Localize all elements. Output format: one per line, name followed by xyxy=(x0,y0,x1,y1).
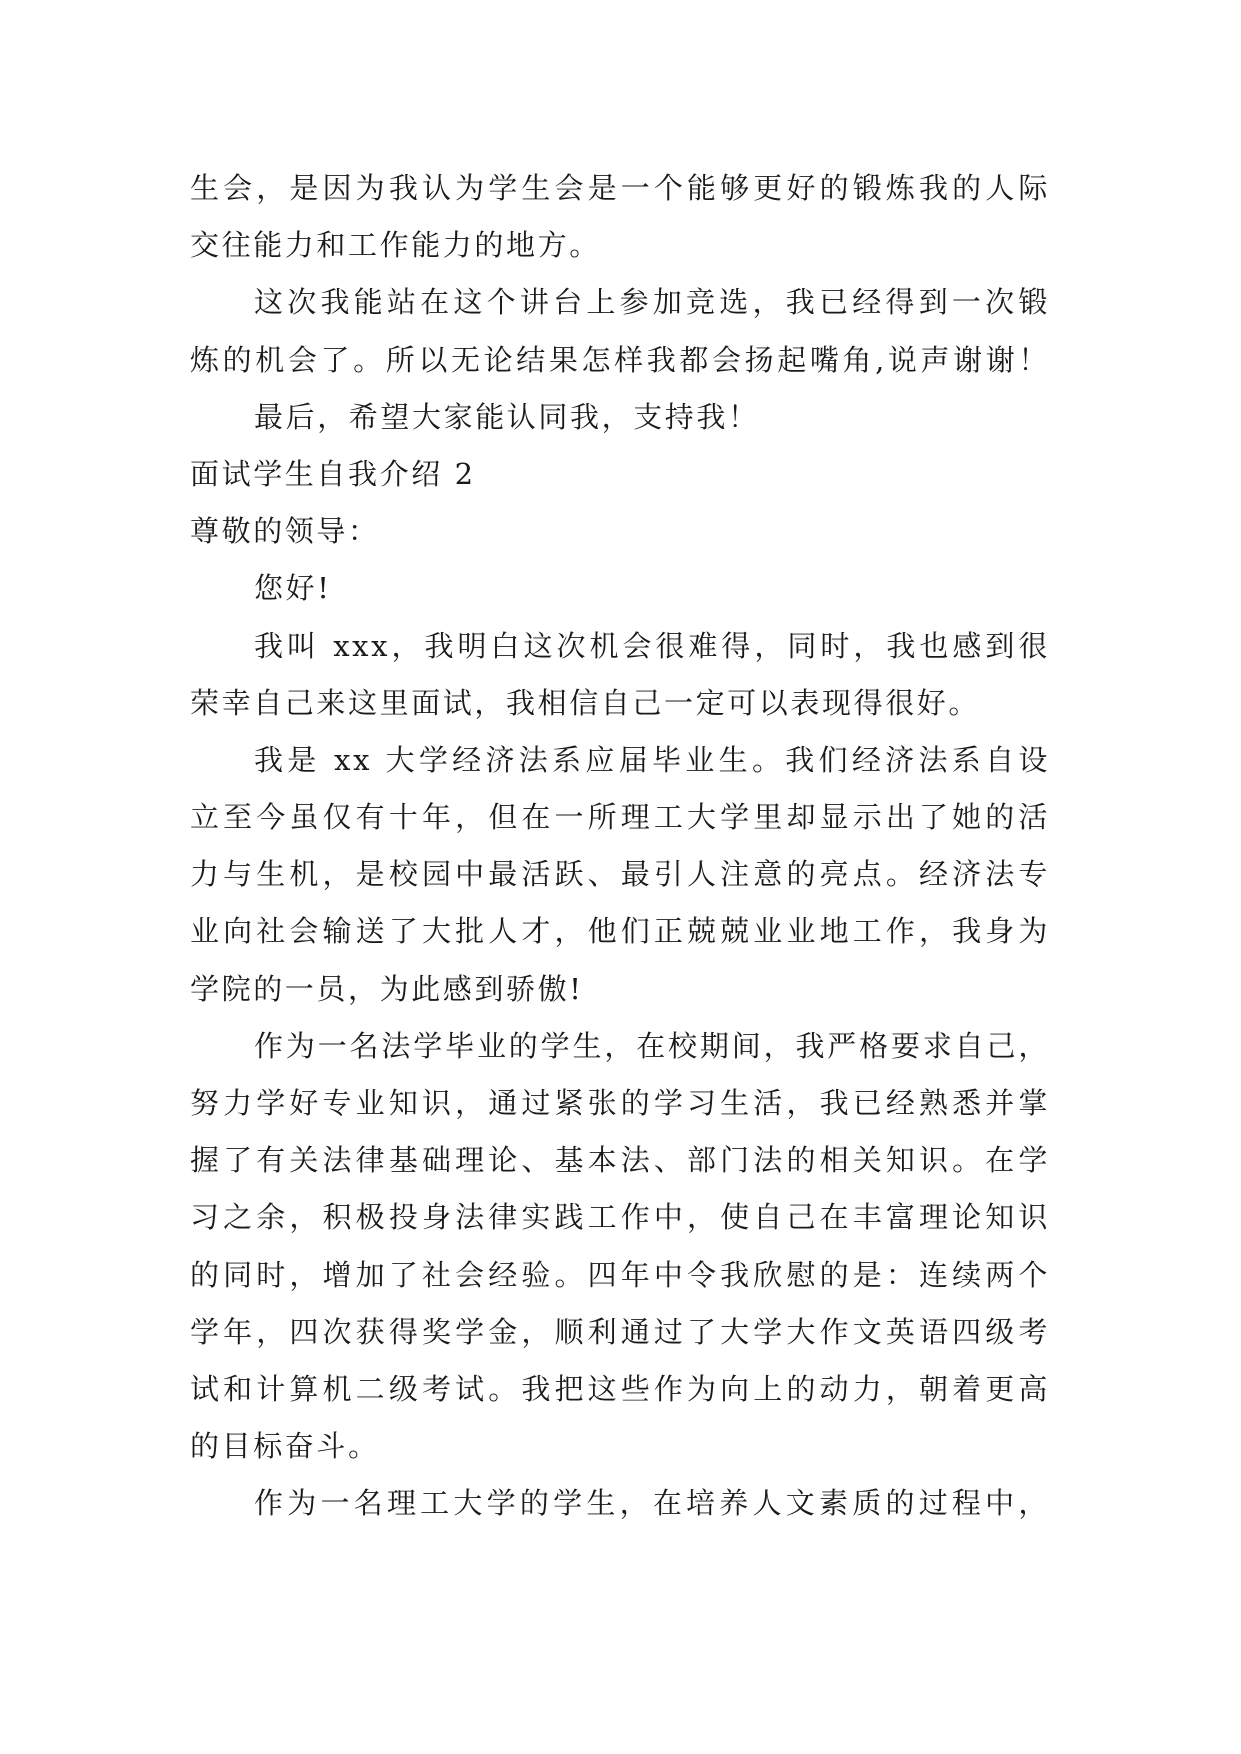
text-line: 交往能力和工作能力的地方。 xyxy=(190,228,601,263)
text-line: 炼的机会了。所以无论结果怎样我都会扬起嘴角,说声谢谢！ xyxy=(190,342,1050,377)
document-body xyxy=(190,160,1050,1533)
text-line: 立至今虽仅有十年，但在一所理工大学里却显示出了她的活 xyxy=(190,800,1050,835)
text-line: 试和计算机二级考试。我把这些作为向上的动力，朝着更高 xyxy=(190,1371,1050,1406)
text-line: 最后，希望大家能认同我，支持我！ xyxy=(254,399,760,434)
text-line: 荣幸自己来这里面试，我相信自己一定可以表现得很好。 xyxy=(190,685,981,720)
text-line: 握了有关法律基础理论、基本法、部门法的相关知识。在学 xyxy=(190,1143,1050,1178)
text-line: 作为一名理工大学的学生，在培养人文素质的过程中， xyxy=(254,1486,1050,1521)
text-line: 业向社会输送了大批人才，他们正兢兢业业地工作，我身为 xyxy=(190,914,1050,949)
text-line: 生会，是因为我认为学生会是一个能够更好的锻炼我的人际 xyxy=(190,171,1050,205)
text-line: 这次我能站在这个讲台上参加竞选，我已经得到一次锻 xyxy=(254,285,1050,320)
text-line: 努力学好专业知识，通过紧张的学习生活，我已经熟悉并掌 xyxy=(190,1086,1050,1120)
text-line: 的目标奋斗。 xyxy=(190,1429,380,1464)
text-line: 的同时，增加了社会经验。四年中令我欣慰的是：连续两个 xyxy=(190,1257,1050,1292)
text-line: 我是 xx 大学经济法系应届毕业生。我们经济法系自设 xyxy=(254,742,1050,777)
text-line: 我叫 xxx，我明白这次机会很难得，同时，我也感到很 xyxy=(254,628,1050,663)
text-line: 作为一名法学毕业的学生，在校期间，我严格要求自己， xyxy=(254,1028,1050,1063)
text-line: 您好! xyxy=(254,571,332,606)
text-line: 尊敬的领导： xyxy=(190,514,380,549)
text-line: 学年，四次获得奖学金，顺利通过了大学大作文英语四级考 xyxy=(190,1314,1050,1349)
text-line: 学院的一员，为此感到骄傲! xyxy=(190,971,584,1006)
text-line: 力与生机，是校园中最活跃、最引人注意的亮点。经济法专 xyxy=(190,857,1050,892)
text-line: 习之余，积极投身法律实践工作中，使自己在丰富理论知识 xyxy=(190,1200,1050,1235)
text-line: 面试学生自我介绍 2 xyxy=(190,456,476,491)
